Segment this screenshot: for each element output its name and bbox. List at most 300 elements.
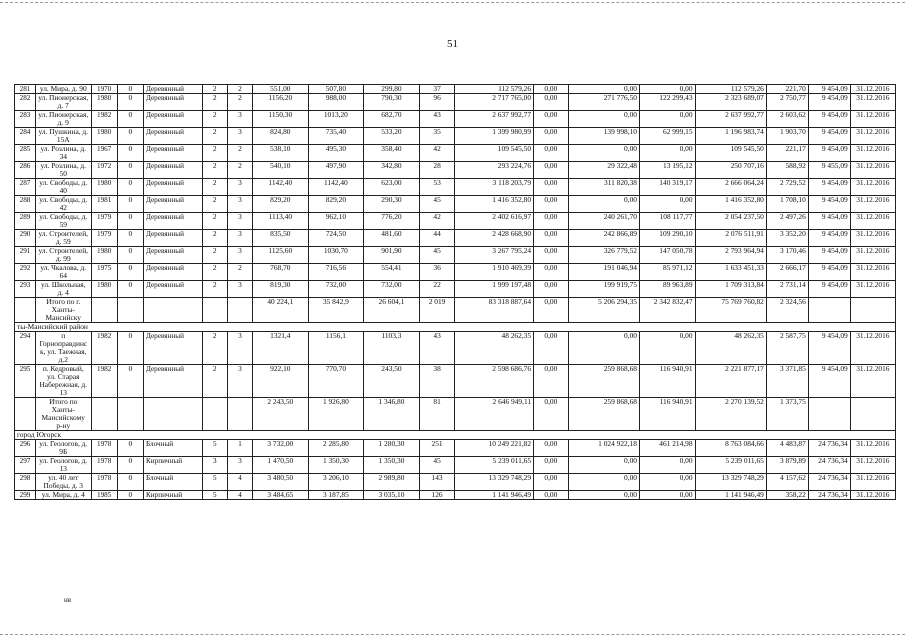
table-cell: 31.12.2016 [850,94,895,111]
table-cell: 112 579,26 [695,85,766,94]
table-cell: 1978 [91,474,117,491]
table-cell: 9 454,09 [808,247,850,264]
table-cell: 0,00 [639,111,695,128]
table-cell [808,398,850,431]
table-row [15,247,896,264]
table-cell: ул. Свободы, д. 42 [35,196,91,213]
table-cell: 1113,40 [253,213,309,230]
table-cell: 250 707,16 [695,162,766,179]
table-cell: 0,00 [568,457,639,474]
table-cell: 311 820,38 [568,179,639,196]
table-cell: 0,00 [534,457,569,474]
table-cell: 3 187,85 [308,491,364,500]
table-cell [850,398,895,431]
table-cell: 0,00 [534,281,569,298]
table-cell: 1125,60 [253,247,309,264]
table-cell: 2 [202,145,227,162]
table-cell: 2 [202,264,227,281]
table-cell: 2 731,14 [766,281,808,298]
table-cell: ул. Геологов, д. 13 [35,457,91,474]
table-cell: 2 [202,247,227,264]
table-cell: 0,00 [639,457,695,474]
table-cell: 0,00 [639,196,695,213]
table-cell: 0,00 [534,264,569,281]
table-cell: 292 [15,264,36,281]
table-cell [91,398,117,431]
table-cell: 31.12.2016 [850,281,895,298]
table-cell: 3 [227,128,252,145]
table-cell: 1 926,80 [308,398,364,431]
table-cell: 716,56 [308,264,364,281]
table-cell: 2 [202,213,227,230]
table-cell: 0 [117,162,143,179]
table-cell: 554,41 [364,264,420,281]
table-cell: 259 868,68 [568,398,639,431]
table-cell: 243,50 [364,365,420,398]
table-cell: 3 [227,281,252,298]
table-row [15,111,896,128]
table-cell: 1972 [91,162,117,179]
table-cell: 2 221 877,17 [695,365,766,398]
table-cell: 0 [117,213,143,230]
table-cell: 0,00 [568,474,639,491]
table-cell: 0,00 [639,85,695,94]
table-cell: ул. Геологов, д. 9Б [35,440,91,457]
table-cell: 2 637 992,77 [455,111,534,128]
table-cell: 2 [202,128,227,145]
table-cell: 3 732,00 [253,440,309,457]
table-cell: 9 454,09 [808,145,850,162]
table-cell: 497,90 [308,162,364,179]
table-cell: 4 [227,474,252,491]
table-cell: 109 545,50 [455,145,534,162]
table-cell: 299 [15,491,36,500]
table-cell: 139 998,10 [568,128,639,145]
table-cell: ул. Свободы, д. 59 [35,213,91,230]
table-cell: 199 919,75 [568,281,639,298]
table-cell: 288 [15,196,36,213]
table-cell: 35 [419,128,455,145]
table-cell: 0,00 [639,332,695,365]
table-cell: 31.12.2016 [850,264,895,281]
table-cell: 3 484,65 [253,491,309,500]
table-cell: 31.12.2016 [850,230,895,247]
table-cell: ул. Чкалова, д. 64 [35,264,91,281]
table-cell: 24 736,34 [808,457,850,474]
table-cell: ул. Мира, д. 4 [35,491,91,500]
table-cell: 5 239 011,65 [455,457,534,474]
table-cell: ул. Мира, д. 90 [35,85,91,94]
table-cell: 9 454,09 [808,281,850,298]
table-cell: 3 267 795,24 [455,247,534,264]
table-cell: 83 318 887,64 [455,298,534,323]
table-row [15,85,896,94]
table-cell: 1030,70 [308,247,364,264]
table-cell: 9 454,09 [808,365,850,398]
table-cell: Деревянный [143,94,202,111]
table-cell: 24 736,34 [808,440,850,457]
table-cell: 2 497,26 [766,213,808,230]
table-cell: 1 416 352,80 [695,196,766,213]
table-cell: 296 [15,440,36,457]
table-cell: 0,00 [534,398,569,431]
table-cell: 126 [419,491,455,500]
table-cell: 5 239 011,65 [695,457,766,474]
table-cell [91,298,117,323]
table-cell: 3 [227,196,252,213]
table-cell: ул. Строителей, д. 59 [35,230,91,247]
table-cell: 481,60 [364,230,420,247]
table-cell: 45 [419,196,455,213]
table-cell: 3 [227,179,252,196]
table-row [15,264,896,281]
table-cell: 0 [117,196,143,213]
table-cell: 31.12.2016 [850,213,895,230]
table-cell: Деревянный [143,145,202,162]
table-cell: 0,00 [534,179,569,196]
table-cell [227,298,252,323]
table-row [15,128,896,145]
table-cell: 0 [117,474,143,491]
table-cell: 75 769 760,82 [695,298,766,323]
table-cell: 2 [202,179,227,196]
table-cell: 2 402 616,97 [455,213,534,230]
table-cell: 829,20 [253,196,309,213]
table-cell: Итого по Ханты-Мансийскому р-ну [35,398,91,431]
page-number: 51 [447,38,458,50]
table-cell: 1 470,50 [253,457,309,474]
table-cell: 9 454,09 [808,230,850,247]
table-cell: 988,00 [308,94,364,111]
table-cell: 0 [117,281,143,298]
table-cell: 62 999,15 [639,128,695,145]
table-cell: 732,00 [308,281,364,298]
table-cell: 3 [227,332,252,365]
table-cell: 31.12.2016 [850,85,895,94]
table-cell: Деревянный [143,111,202,128]
table-cell: 533,20 [364,128,420,145]
table-cell: 3 [227,365,252,398]
table-cell: 0 [117,440,143,457]
table-cell [850,298,895,323]
section-row [15,323,896,332]
table-cell: 9 454,09 [808,213,850,230]
table-cell: ул. Пионерская, д. 9 [35,111,91,128]
table-cell [808,298,850,323]
table-cell: 0,00 [534,128,569,145]
table-cell: 36 [419,264,455,281]
table-cell: 1 910 469,39 [455,264,534,281]
table-cell: 1980 [91,247,117,264]
table-cell [202,398,227,431]
table-cell: 31.12.2016 [850,162,895,179]
table-row [15,365,896,398]
table-cell: 293 224,76 [455,162,534,179]
table-cell: 1979 [91,230,117,247]
table-cell: 293 [15,281,36,298]
table-cell: 1982 [91,111,117,128]
table-cell: 0,00 [639,474,695,491]
table-cell: 1 196 983,74 [695,128,766,145]
table-cell: 0,00 [534,474,569,491]
table-cell: 290 [15,230,36,247]
table-cell: 109 290,10 [639,230,695,247]
table-cell: 1 708,10 [766,196,808,213]
table-cell: 24 736,34 [808,491,850,500]
table-cell: 0 [117,85,143,94]
table-cell: ул. Свободы, д. 40 [35,179,91,196]
table-cell: 3 035,10 [364,491,420,500]
table-cell: 2 750,77 [766,94,808,111]
table-cell: 819,30 [253,281,309,298]
table-cell: 0,00 [534,440,569,457]
table-cell: 551,00 [253,85,309,94]
table-cell: 191 046,94 [568,264,639,281]
table-cell: 35 842,9 [308,298,364,323]
table-cell: 2 666,17 [766,264,808,281]
table-cell: Деревянный [143,85,202,94]
table-cell: 242 866,89 [568,230,639,247]
table-cell: 0 [117,128,143,145]
table-cell: 835,50 [253,230,309,247]
table-cell: 2 989,80 [364,474,420,491]
table-cell: 4 483,87 [766,440,808,457]
table-cell: 0 [117,264,143,281]
table-cell: 3 118 203,79 [455,179,534,196]
table-cell: 44 [419,230,455,247]
table-cell: 1980 [91,179,117,196]
table-cell: 3 206,10 [308,474,364,491]
table-cell: 540,10 [253,162,309,179]
table-cell: 251 [419,440,455,457]
table-cell: 3 [227,247,252,264]
table-cell: 495,30 [308,145,364,162]
table-cell: 829,20 [308,196,364,213]
table-cell: 116 940,91 [639,365,695,398]
table-cell: 143 [419,474,455,491]
table-cell: 0,00 [534,162,569,179]
table-cell: ул. Пушкина, д. 15А [35,128,91,145]
table-cell: 4 [227,491,252,500]
table-cell: 0 [117,230,143,247]
table-cell: 81 [419,398,455,431]
table-cell: 588,92 [766,162,808,179]
table-cell: 48 262,35 [695,332,766,365]
table-cell: 1 903,70 [766,128,808,145]
table-cell: 281 [15,85,36,94]
table-cell: 108 117,77 [639,213,695,230]
table-cell: 42 [419,145,455,162]
table-cell: 45 [419,457,455,474]
table-cell: 358,22 [766,491,808,500]
table-cell [143,398,202,431]
table-cell: 9 454,09 [808,196,850,213]
table-cell: 623,00 [364,179,420,196]
table-cell: 289 [15,213,36,230]
table-cell: 271 776,50 [568,94,639,111]
table-cell: 285 [15,145,36,162]
table-cell: 286 [15,162,36,179]
table-cell: 0,00 [534,298,569,323]
table-cell: 2 [227,85,252,94]
table-cell: 13 195,12 [639,162,695,179]
table-cell: 776,20 [364,213,420,230]
table-cell: 0 [117,365,143,398]
table-cell: 1967 [91,145,117,162]
table-cell: ул. Пионерская, д. 7 [35,94,91,111]
table-cell: 31.12.2016 [850,145,895,162]
table-cell: 2 [227,94,252,111]
table-cell: Деревянный [143,162,202,179]
table-cell: 2 729,52 [766,179,808,196]
table-cell: 0,00 [534,85,569,94]
table-cell: 3 [227,213,252,230]
total-row [15,298,896,323]
table-cell: 962,10 [308,213,364,230]
table-row [15,281,896,298]
table-cell: 0 [117,247,143,264]
table-cell [15,298,36,323]
table-cell: Кирпичный [143,491,202,500]
table-cell: 221,70 [766,85,808,94]
section-label: город Югорск [15,431,896,440]
table-cell: Блочный [143,440,202,457]
table-cell: 53 [419,179,455,196]
table-cell: 2 717 765,00 [455,94,534,111]
table-cell: 1978 [91,457,117,474]
housing-table [14,84,896,500]
table-cell: 1 709 313,84 [695,281,766,298]
table-cell: 1156,1 [308,332,364,365]
table-cell: 2 [202,365,227,398]
table-cell: 1980 [91,128,117,145]
table-cell: 9 454,09 [808,179,850,196]
table-cell: 109 545,50 [695,145,766,162]
table-cell: 1980 [91,281,117,298]
table-cell: 37 [419,85,455,94]
table-cell: 31.12.2016 [850,128,895,145]
table-cell: 2 [202,94,227,111]
table-cell: 294 [15,332,36,365]
table-cell: 2 323 689,07 [695,94,766,111]
table-cell: 326 779,52 [568,247,639,264]
table-cell: 122 299,43 [639,94,695,111]
table-cell: Деревянный [143,213,202,230]
table-cell: 2 [202,281,227,298]
table-cell: 45 [419,247,455,264]
table-cell: 9 454,09 [808,111,850,128]
table-row [15,332,896,365]
table-cell: 1 280,30 [364,440,420,457]
table-cell: 8 763 084,66 [695,440,766,457]
table-cell: 0,00 [534,145,569,162]
table-cell: 89 963,89 [639,281,695,298]
table-cell: 1 350,30 [308,457,364,474]
table-cell: 0 [117,457,143,474]
table-row [15,440,896,457]
table-cell: 0 [117,111,143,128]
table-cell: 42 [419,213,455,230]
table-cell: 0,00 [639,145,695,162]
table-cell: 2 637 992,77 [695,111,766,128]
table-cell: 3 879,89 [766,457,808,474]
table-cell: 682,70 [364,111,420,128]
table-cell: 2 [227,264,252,281]
table-cell: 1979 [91,213,117,230]
table-cell: 3 [227,111,252,128]
scan-edge-top [0,2,905,3]
table-cell: 824,80 [253,128,309,145]
table-cell: 1 141 946,49 [455,491,534,500]
table-cell: 2 666 064,24 [695,179,766,196]
table-cell: 283 [15,111,36,128]
table-cell: Деревянный [143,179,202,196]
table-cell: 0 [117,94,143,111]
table-cell: 31.12.2016 [850,247,895,264]
table-cell: 38 [419,365,455,398]
table-cell: 0 [117,332,143,365]
table-cell: 1982 [91,365,117,398]
table-cell: 0,00 [568,332,639,365]
table-cell: 342,80 [364,162,420,179]
table-cell: 2 285,80 [308,440,364,457]
table-cell: 1 999 197,48 [455,281,534,298]
table-cell: 5 [202,474,227,491]
table-cell: 770,70 [308,365,364,398]
table-cell: 282 [15,94,36,111]
table-cell: 9 454,09 [808,128,850,145]
table-cell: 116 940,91 [639,398,695,431]
table-cell: 2 598 686,76 [455,365,534,398]
table-cell: 901,90 [364,247,420,264]
table-cell: Кирпичный [143,457,202,474]
table-cell: Деревянный [143,281,202,298]
table-cell: п Горноправдинс к, ул. Таежная, д.2 [35,332,91,365]
table-cell: 3 [202,457,227,474]
table-cell: 31.12.2016 [850,111,895,128]
table-cell: 2 [202,85,227,94]
table-cell: 1 141 946,49 [695,491,766,500]
table-cell: 1980 [91,94,117,111]
table-cell: 48 262,35 [455,332,534,365]
table-cell: 1981 [91,196,117,213]
table-cell: 0,00 [534,230,569,247]
table-cell: п. Кедровый, ул. Старая Набережная, д. 13 [35,365,91,398]
table-cell: 507,80 [308,85,364,94]
table-cell: 290,30 [364,196,420,213]
table-cell: 0,00 [568,196,639,213]
table-cell: 2 076 511,91 [695,230,766,247]
table-cell: 140 319,17 [639,179,695,196]
total-row [15,398,896,431]
table-cell: 4 157,62 [766,474,808,491]
table-cell: 31.12.2016 [850,474,895,491]
table-cell: 297 [15,457,36,474]
table-cell: 1978 [91,440,117,457]
table-cell: 2 342 832,47 [639,298,695,323]
table-cell: 221,17 [766,145,808,162]
table-cell: 2 243,50 [253,398,309,431]
table-cell: 2 [202,196,227,213]
table-cell: 0,00 [568,85,639,94]
table-cell: 240 261,70 [568,213,639,230]
table-cell: ул. Розлина, д. 34 [35,145,91,162]
table-cell: 9 454,09 [808,264,850,281]
table-cell: 1970 [91,85,117,94]
table-cell: 358,40 [364,145,420,162]
table-cell: 2 793 964,94 [695,247,766,264]
table-cell: Деревянный [143,264,202,281]
